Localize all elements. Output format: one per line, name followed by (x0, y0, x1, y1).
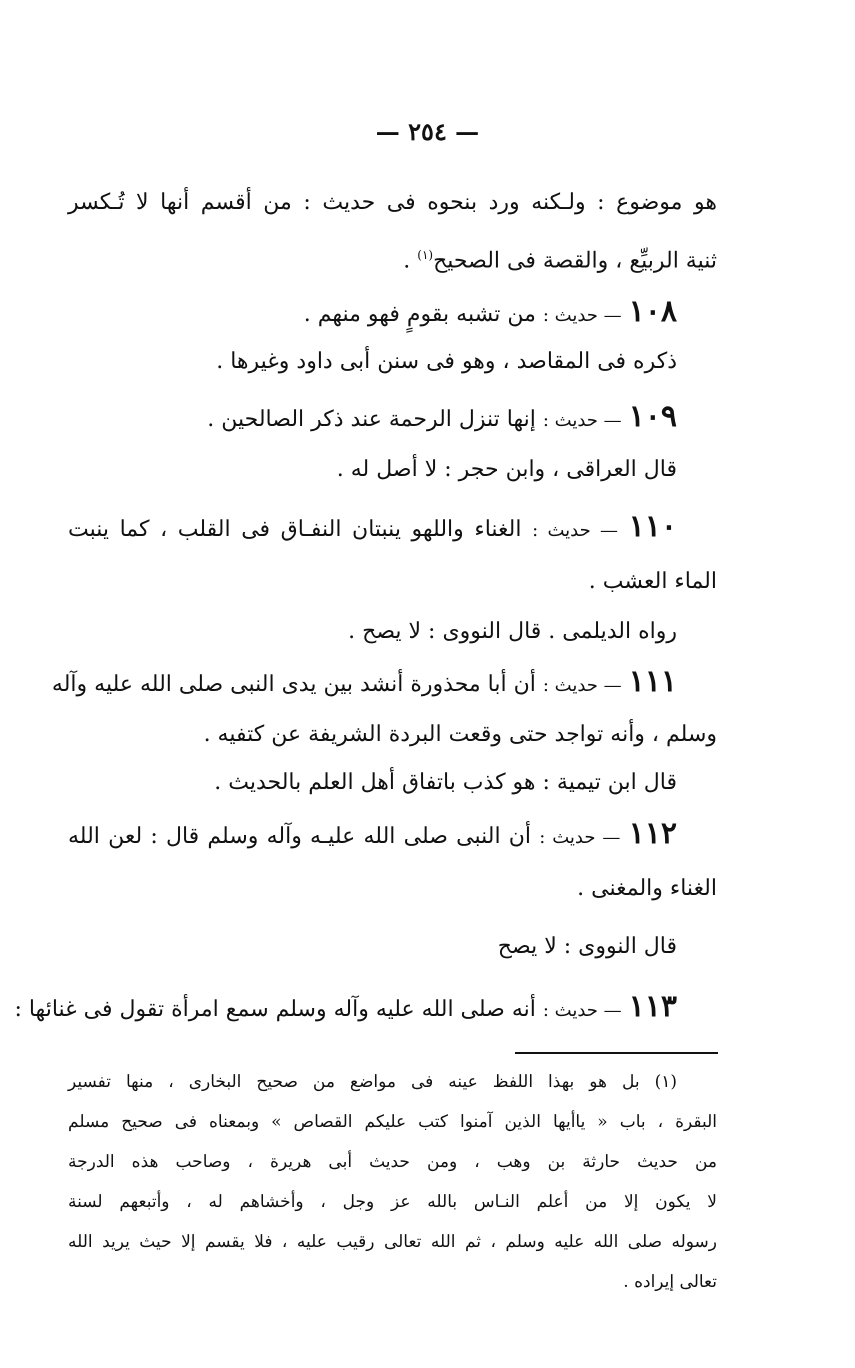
text-line: رواه الديلمى . قال النووى : لا يصح . (348, 619, 677, 644)
hadith-number: ١١٠ (628, 509, 677, 544)
text-line: وسلم ، وأنه تواجد حتى وقعت البردة الشريفة عن كتفيه . (203, 722, 717, 747)
hadith-111 (51, 664, 677, 703)
hadith-text: إنها تنزل الرحمة عند ذكر الصالحين . (207, 407, 543, 432)
hadith-number: ١١١ (628, 664, 677, 699)
hadith-label: — حديث : (539, 827, 621, 848)
footnote-line: لا يكون إلا من أعلم النـاس بالله عز وجل ، وأخشاهم له ، وأتبعهم لسنة (68, 1192, 717, 1212)
footnote-line: تعالى إيراده . (623, 1272, 717, 1292)
hadith-108 (68, 295, 677, 333)
footnote-marker: (١) (417, 248, 434, 262)
hadith-number: ١٠٨ (628, 294, 677, 329)
footnote-line: من حديث حارثة بن وهب ، ومن حديث أبى هريرة ، وصاحب هذه الدرجة (68, 1152, 717, 1172)
hadith-text: من تشبه بقومٍ فهو منهم . (303, 302, 543, 327)
hadith-text: أنه صلى الله عليه وآله وسلم سمع امرأة تقول فى غنائها : (14, 997, 543, 1022)
text-segment: ثنية الربيِّع ، والقصة فى الصحيح (433, 248, 717, 274)
hadith-label: — حديث : (532, 520, 619, 541)
text-line: الغناء والمغنى . (577, 876, 717, 901)
text-segment: . (403, 248, 418, 274)
text-line: الماء العشب . (588, 569, 717, 594)
footnote-line: رسوله صلى الله عليه وسلم ، ثم الله تعالى رقيب عليه ، فلا يقسم إلا حيث يريد الله (68, 1232, 717, 1252)
hadith-110 (68, 510, 677, 548)
page-number: — ٢٥٤ — (375, 117, 480, 146)
hadith-label: — حديث : (542, 410, 622, 431)
text-line: قال النووى : لا يصح (497, 934, 677, 959)
hadith-number: ١٠٩ (628, 399, 677, 434)
text-line: ذكره فى المقاصد ، وهو فى سنن أبى داود وغيرها . (216, 349, 677, 374)
hadith-label: — حديث : (542, 675, 622, 696)
text-line (68, 238, 717, 278)
text-line: قال العراقى ، وابن حجر : لا أصل له . (336, 457, 677, 482)
hadith-text: أن النبى صلى الله عليـه وآله وسلم قال : لعن الله (68, 824, 540, 849)
hadith-number: ١١٣ (628, 989, 677, 1024)
hadith-label: — حديث : (542, 1000, 622, 1021)
hadith-109 (68, 400, 677, 438)
hadith-label: — حديث : (542, 305, 622, 326)
hadith-number: ١١٢ (628, 816, 677, 851)
footnote-line: البقرة ، باب « ياأيها الذين آمنوا كتب عليكم القصاص » وبمعناه فى صحيح مسلم (68, 1112, 717, 1132)
hadith-113 (14, 989, 677, 1028)
hadith-text: الغناء واللهو ينبتان النفـاق فى القلب ، كما ينبت (68, 517, 533, 542)
hadith-text: أن أبا محذورة أنشد بين يدى النبى صلى الله عليه وآله (51, 672, 543, 697)
text-line: قال ابن تيمية : هو كذب باتفاق أهل العلم بالحديث . (214, 770, 677, 795)
text-line: هو موضوع : ولـكنه ورد بنحوه فى حديث : من أقسم أنها لا تُـكسر (68, 190, 717, 215)
footnote-line: (١) بل هو بهذا اللفظ عينه فى مواضع من صحيح البخارى ، منها تفسير (68, 1072, 677, 1092)
footnote-divider (515, 1052, 718, 1054)
hadith-112 (68, 817, 677, 855)
